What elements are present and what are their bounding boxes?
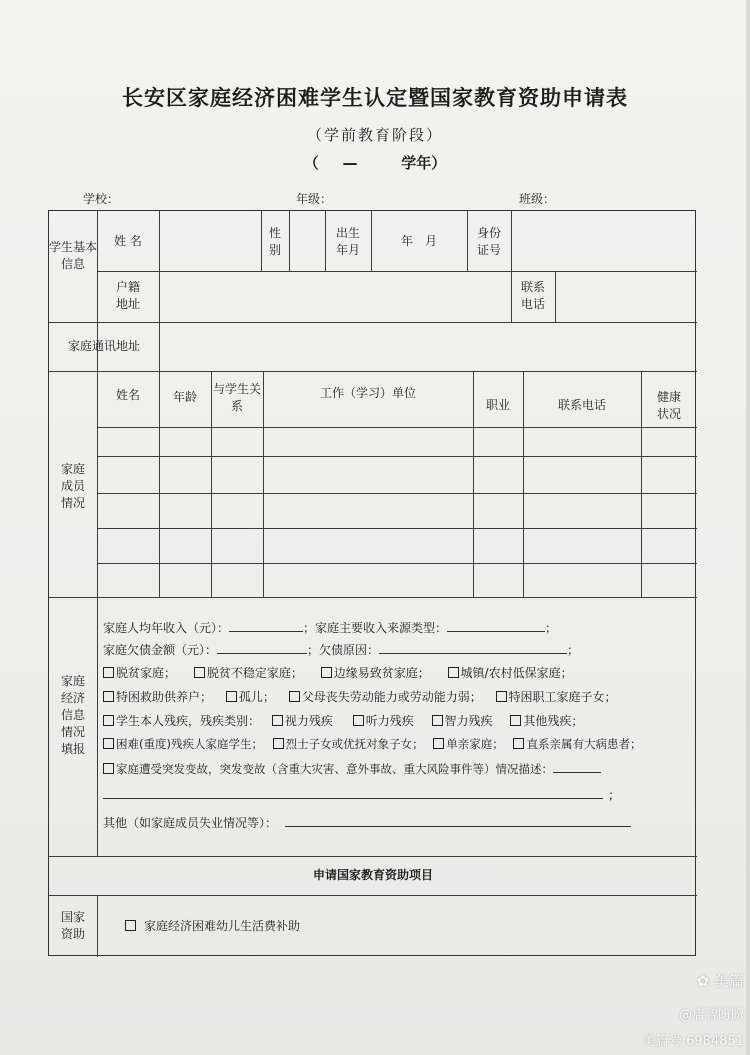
year-label: 学年） <box>401 154 447 172</box>
checkbox[interactable] <box>125 920 136 931</box>
member-occupation-header: 职业 <box>485 398 510 412</box>
school-label: 学校： <box>83 192 120 206</box>
name-label: 姓 名 <box>114 234 142 248</box>
checkbox[interactable] <box>353 715 364 726</box>
class-label: 班级： <box>519 192 556 206</box>
checkbox[interactable] <box>103 715 114 726</box>
checkbox[interactable] <box>496 691 507 702</box>
birth-label: 出生年月 <box>335 226 360 257</box>
econ-description-line: ; <box>103 786 613 802</box>
student-info-section-label: 学生基本信息 <box>49 240 98 271</box>
sudden-event-blank[interactable] <box>553 760 601 773</box>
hukou-address-label: 户籍地址 <box>115 280 140 311</box>
national-aid-section-label: 国家资助 <box>60 910 85 941</box>
other-label: 其他（如家庭成员失业情况等）： <box>103 816 278 830</box>
family-members-section-label: 家庭成员情况 <box>60 462 85 510</box>
income-label: 家庭人均年收入（元）： <box>103 621 230 635</box>
econ-checkbox-row-1: 脱贫家庭； 脱贫不稳定家庭； 边缘易致贫家庭； 城镇/农村低保家庭； <box>103 664 573 681</box>
checkbox[interactable] <box>103 691 114 702</box>
member-age-header: 年龄 <box>172 390 197 404</box>
brand-logo-icon: ✿ <box>696 972 710 990</box>
birth-value-placeholder: 年 月 <box>400 234 437 248</box>
debt-reason-blank[interactable] <box>379 641 567 654</box>
watermark-id: 美篇号:6984851 <box>642 1034 744 1049</box>
economic-info-section-label: 家庭经济信息情况填报 <box>60 674 85 756</box>
econ-checkbox-row-4: 困难(重度)残疾人家庭学生； 烈士子女或优抚对象子女； 单亲家庭； 直系亲属有大病患者； <box>103 736 641 752</box>
family-address-label: 家庭通讯地址 <box>67 339 140 353</box>
econ-checkbox-row-5 <box>103 760 601 777</box>
checkbox[interactable] <box>103 738 114 749</box>
income-source-label: ；家庭主要收入来源类型： <box>303 621 448 635</box>
econ-debt-line <box>103 641 579 658</box>
sudden-event-label: 家庭遭受突发变故，突发变故（含重大灾害、意外事故、重大风险事件等）情况描述： <box>116 762 553 776</box>
checkbox[interactable] <box>194 667 205 678</box>
debt-blank[interactable] <box>217 641 307 654</box>
econ-other-line <box>103 814 631 831</box>
member-name-header: 姓名 <box>115 388 140 402</box>
checkbox[interactable] <box>103 763 114 774</box>
year-dash: — <box>342 154 358 172</box>
aid-items-header: 申请国家教育资助项目 <box>312 868 433 882</box>
checkbox[interactable] <box>432 715 443 726</box>
school-year-line <box>0 152 750 173</box>
page-title: 长安区家庭经济困难学生认定暨国家教育资助申请表 <box>122 85 628 110</box>
year-open: （ <box>303 154 319 172</box>
aid-option-row <box>125 917 300 934</box>
econ-income-line <box>103 619 557 636</box>
checkbox[interactable] <box>103 667 114 678</box>
checkbox[interactable] <box>448 667 459 678</box>
checkbox[interactable] <box>272 715 283 726</box>
other-blank[interactable] <box>285 814 631 827</box>
description-blank[interactable] <box>103 786 603 799</box>
member-phone-header: 联系电话 <box>557 398 606 412</box>
id-number-label: 身份证号 <box>476 226 501 257</box>
application-form-table <box>48 210 696 956</box>
member-relation-header: 与学生关系 <box>213 382 262 413</box>
econ-checkbox-row-3: 学生本人残疾，残疾类别： 视力残疾 听力残疾 智力残疾 其他残疾； <box>103 712 583 729</box>
income-end: ； <box>545 621 558 635</box>
checkbox[interactable] <box>433 738 444 749</box>
checkbox[interactable] <box>226 691 237 702</box>
member-work-unit-header: 工作（学习）单位 <box>319 386 416 400</box>
econ-checkbox-row-2: 特困救助供养户； 孤儿； 父母丧失劳动能力或劳动能力弱； 特困职工家庭子女； <box>103 688 617 705</box>
debt-end: ； <box>567 643 580 657</box>
checkbox[interactable] <box>289 691 300 702</box>
watermark-author: @启智盼盼 <box>678 1008 744 1023</box>
grade-label: 年级： <box>296 192 333 206</box>
watermark-brand: ✿ 美篇 <box>696 972 744 990</box>
contact-phone-label: 联系电话 <box>520 280 545 311</box>
checkbox[interactable] <box>510 715 521 726</box>
checkbox[interactable] <box>513 738 524 749</box>
aid-option-label: 家庭经济困难幼儿生活费补助 <box>144 919 301 933</box>
income-blank[interactable] <box>229 619 303 632</box>
page-subtitle: （学前教育阶段） <box>306 126 443 144</box>
member-health-header: 健康状况 <box>656 390 681 421</box>
checkbox[interactable] <box>273 738 284 749</box>
debt-reason-label: ；欠债原因： <box>307 643 380 657</box>
checkbox[interactable] <box>321 667 332 678</box>
debt-label: 家庭欠债金额（元）： <box>103 643 218 657</box>
gender-label: 性别 <box>268 226 281 257</box>
income-source-blank[interactable] <box>447 619 545 632</box>
